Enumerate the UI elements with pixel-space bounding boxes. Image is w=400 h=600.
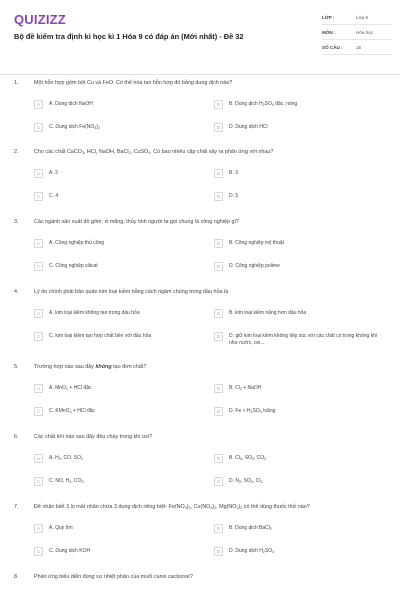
meta-panel	[322, 10, 392, 55]
answer-option-b[interactable]	[214, 170, 384, 178]
option-letter-box[interactable]: A	[34, 454, 43, 463]
option-text: D. Dung dịch $H_2SO_4$	[229, 548, 275, 554]
answer-option-a[interactable]	[34, 240, 204, 248]
option-letter-box[interactable]: C	[34, 123, 43, 132]
option-text: D. 5	[229, 193, 239, 199]
answer-option-d[interactable]	[214, 263, 384, 271]
question-text: Trường hợp nào sau đây không tạo đơn chất?	[34, 364, 147, 370]
question-5	[0, 364, 400, 434]
answer-option-d[interactable]	[214, 548, 384, 556]
answer-option-c[interactable]	[34, 478, 204, 486]
answer-option-d[interactable]	[214, 333, 384, 346]
option-text: B. 3	[229, 170, 238, 176]
option-letter-box[interactable]: B	[214, 454, 223, 463]
option-text: C. NO, $H_2$, $CO_2$	[49, 478, 84, 484]
option-letter-box[interactable]: C	[34, 477, 43, 486]
meta-value: 15	[356, 44, 362, 50]
option-letter-box[interactable]: A	[34, 309, 43, 318]
option-letter-box[interactable]: B	[214, 100, 223, 109]
answer-option-b[interactable]	[214, 525, 384, 533]
option-letter-box[interactable]: D	[214, 547, 223, 556]
option-letter-box[interactable]: D	[214, 407, 223, 416]
question-4	[0, 289, 400, 359]
option-text: D. Dung dịch HCl	[229, 124, 268, 130]
question-header	[14, 434, 394, 440]
option-text: A. MnO$_2$ + HCl đặc	[49, 385, 92, 391]
question-header	[14, 574, 394, 580]
meta-row-grade	[322, 10, 392, 25]
question-text: Để nhận biết 3 lọ mất nhãn chứa 3 dung dịch riêng biệt: $Fe(NO_3)_3$, $Cu(NO_3)_2$, $Mg(NO_3)_2$ có thể dùng thuốc thử nào?	[34, 504, 310, 510]
option-letter-box[interactable]: C	[34, 547, 43, 556]
option-letter-box[interactable]: A	[34, 100, 43, 109]
answer-option-d[interactable]	[214, 193, 384, 201]
option-letter-box[interactable]: B	[214, 239, 223, 248]
answer-option-a[interactable]	[34, 455, 204, 463]
answer-option-b[interactable]	[214, 240, 384, 248]
answer-option-c[interactable]	[34, 408, 204, 416]
meta-value: Lớp 9	[356, 14, 368, 20]
answer-option-b[interactable]	[214, 101, 384, 109]
option-text: C. KMnO$_4$ + HCl đặc	[49, 408, 96, 414]
answer-option-a[interactable]	[34, 385, 204, 393]
question-number: 7.	[14, 504, 19, 510]
answer-option-c[interactable]	[34, 263, 204, 271]
document-header	[0, 0, 400, 64]
option-text: D. giữ kim loại kiềm không tiếp xúc với các chất có trong không khí như nước, oxi...	[229, 333, 378, 346]
answer-option-c[interactable]	[34, 193, 204, 201]
question-text: Các chất khí nào sau đây đều cháy trong khí oxi?	[34, 434, 153, 440]
answer-option-a[interactable]	[34, 170, 204, 178]
option-letter-box[interactable]: D	[214, 262, 223, 271]
option-text: C. kim loại kiềm tạo hợp chất bền với dầu hỏa	[49, 333, 152, 339]
option-text: A. 2	[49, 170, 58, 176]
option-text: A. $H_2$, CO, $SO_2$	[49, 455, 84, 461]
question-2	[0, 149, 400, 219]
option-text: B. Công nghiệp mỹ thuật	[229, 240, 285, 246]
question-number: 6.	[14, 434, 19, 440]
question-number: 8.	[14, 574, 19, 580]
option-text: D. $Fe + H_2SO_4$ loãng	[229, 408, 276, 414]
answer-option-d[interactable]	[214, 478, 384, 486]
option-text: A. Quỳ tím	[49, 525, 73, 531]
question-text: Phản ứng biểu diễn đúng sự nhiệt phân của muối canxi cacbonat?	[34, 574, 193, 580]
question-6	[0, 434, 400, 504]
question-8	[0, 574, 400, 600]
meta-value: Hóa học	[356, 29, 374, 35]
answer-option-c[interactable]	[34, 333, 204, 341]
option-letter-box[interactable]: A	[34, 524, 43, 533]
option-text: B. kim loại kiềm nặng hơn dầu hỏa	[229, 310, 307, 316]
option-text: B. $Cl_2$, $SO_3$, $CO_2$	[229, 455, 267, 461]
option-letter-box[interactable]: C	[34, 407, 43, 416]
header-divider	[0, 74, 400, 75]
answer-option-d[interactable]	[214, 408, 384, 416]
question-header	[14, 504, 394, 510]
option-letter-box[interactable]: B	[214, 384, 223, 393]
option-letter-box[interactable]: B	[214, 309, 223, 318]
option-text: C. 4	[49, 193, 59, 199]
option-text: C. Dung dịch KOH	[49, 548, 91, 554]
meta-label: MÔN :	[322, 29, 336, 35]
question-text: Một hỗn hợp gồm bột Cu và FeO. Có thể hòa tan hỗn hợp đó bằng dung dịch nào?	[34, 80, 233, 86]
document-title: Bộ đề kiểm tra định kì học kì 1 Hóa 9 có đáp án (Mới nhất) - Đề 32	[14, 32, 244, 41]
option-text: B. Dung dịch BaCl$_2$	[229, 525, 272, 531]
question-1	[0, 80, 400, 150]
answer-option-c[interactable]	[34, 548, 204, 556]
option-text: D. $N_2$, $SO_2$, $Cl_2$	[229, 478, 263, 484]
question-number: 5.	[14, 364, 19, 370]
question-header	[14, 80, 394, 86]
option-letter-box[interactable]: C	[34, 192, 43, 201]
option-text: C. Công nghiệp silicat	[49, 263, 98, 269]
option-text: A. Công nghiệp thủ công	[49, 240, 105, 246]
question-text: Lý do chính phải bảo quản kim loại kiềm bằng cách ngâm chúng trong dầu hỏa là	[34, 289, 229, 295]
question-header	[14, 364, 394, 370]
option-letter-box[interactable]: A	[34, 239, 43, 248]
option-letter-box[interactable]: A	[34, 384, 43, 393]
option-letter-box[interactable]: B	[214, 169, 223, 178]
answer-option-a[interactable]	[34, 101, 204, 109]
question-header	[14, 289, 394, 295]
option-letter-box[interactable]: B	[214, 524, 223, 533]
question-text: Cho các chất CaCO$_3$, HCl, NaOH, BaCl$_2$, CuSO$_4$. Có bao nhiêu cặp chất xảy ra phản ứng với nhau?	[34, 149, 274, 155]
option-letter-box[interactable]: C	[34, 332, 43, 341]
option-letter-box[interactable]: D	[214, 192, 223, 201]
quizizz-logo[interactable]: QUIZIZZ	[14, 12, 66, 27]
option-text: D. Công nghiệp polime	[229, 263, 280, 269]
option-text: B. $Cl_2$ + NaOH	[229, 385, 262, 391]
question-number: 4.	[14, 289, 19, 295]
answer-option-b[interactable]	[214, 385, 384, 393]
answer-option-d[interactable]	[214, 124, 384, 132]
answer-option-b[interactable]	[214, 310, 384, 318]
option-letter-box[interactable]: D	[214, 123, 223, 132]
option-text: A. kim loại kiềm không tan trong dầu hỏa	[49, 310, 140, 316]
question-number: 3.	[14, 219, 19, 225]
meta-label: LỚP :	[322, 14, 335, 20]
question-header	[14, 149, 394, 155]
option-text: B. Dung dịch $H_2SO_4$ đặc, nóng	[229, 101, 298, 107]
meta-row-subject	[322, 25, 392, 40]
meta-row-count	[322, 40, 392, 55]
option-letter-box[interactable]: D	[214, 477, 223, 486]
answer-option-c[interactable]	[34, 124, 204, 132]
question-7	[0, 504, 400, 574]
answer-option-b[interactable]	[214, 455, 384, 463]
answer-option-a[interactable]	[34, 310, 204, 318]
question-text: Các ngành sản xuất đồ gốm, xi măng, thủy tinh người ta gọi chung là công nghiệp gì?	[34, 219, 239, 225]
meta-label: SỐ CÂU :	[322, 44, 343, 50]
question-number: 2.	[14, 149, 19, 155]
option-letter-box[interactable]: A	[34, 169, 43, 178]
option-letter-box[interactable]: D	[214, 332, 223, 341]
option-letter-box[interactable]: C	[34, 262, 43, 271]
question-number: 1.	[14, 80, 19, 86]
option-text: A. Dung dịch NaOH	[49, 101, 93, 107]
question-header	[14, 219, 394, 225]
option-text: C. Dung dịch $Fe(NO_3)_2$	[49, 124, 100, 130]
answer-option-a[interactable]	[34, 525, 204, 533]
question-3	[0, 219, 400, 289]
